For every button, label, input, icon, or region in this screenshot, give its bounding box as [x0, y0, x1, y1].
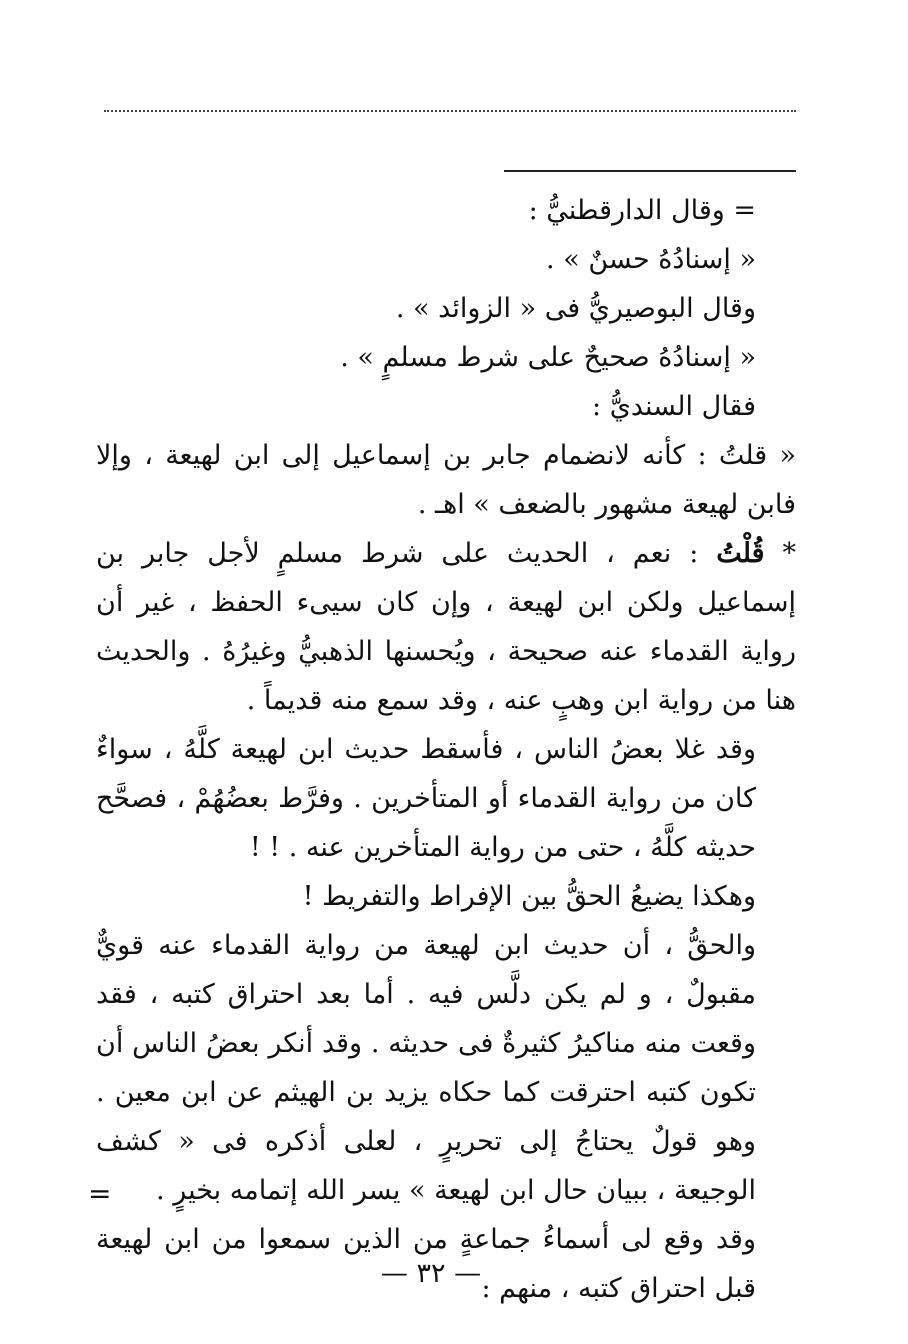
- qultu-paragraph: * قُلْتُ : نعم ، الحديث على شرط مسلمٍ لأجل جابر بن إسماعيل ولكن ابن لهيعة ، وإن كان سيىء الحفظ ، غير أن رواية القدماء عنه صحيحة ، ويُحسنها الذهبيُّ وغيرُهُ . والحديث هنا من رواية ابن وهبٍ عنه ، وقد سمع منه قديماً .: [96, 538, 796, 716]
- footnote-rule: [504, 170, 796, 172]
- footnote-line: وقال البوصيريُّ فى « الزوائد » .: [395, 293, 756, 324]
- footnote-line: « إسنادُهُ صحيحٌ على شرط مسلمٍ » .: [340, 342, 756, 373]
- dotted-separator: [104, 110, 796, 112]
- paragraph: وقد غلا بعضُ الناس ، فأسقط حديث ابن لهيعة كلَّهُ ، سواءٌ كان من رواية القدماء أو المتأخرين . وفرَّط بعضُهُمْ ، فصحَّح حديثه كلَّهُ ، حتى من رواية المتأخرين عنه . ! !: [96, 734, 756, 863]
- paragraph: وهكذا يضيعُ الحقُّ بين الإفراط والتفريط !: [302, 881, 756, 912]
- footnote-line: = وقال الدارقطنيُّ :: [528, 195, 756, 226]
- footnote-line: فقال السنديُّ :: [592, 391, 756, 422]
- page-text: [96, 186, 796, 1313]
- footnote-paragraph: « قلتُ : كأنه لانضمام جابر بن إسماعيل إلى ابن لهيعة ، وإلا فابن لهيعة مشهور بالضعف » اهـ .: [96, 440, 796, 520]
- continuation-mark: =: [88, 1177, 112, 1210]
- paragraph: والحقُّ ، أن حديث ابن لهيعة من رواية القدماء عنه قويٌّ مقبولٌ ، و لم يكن دلَّس فيه . أما بعد احتراق كتبه ، فقد وقعت منه مناكيرُ كثيرةٌ فى حديثه . وقد أنكر بعضُ الناس أن تكون كتبه احترقت كما حكاه يزيد بن الهيثم عن ابن معين . وهو قولٌ يحتاجُ إلى تحريرٍ ، لعلى أذكره فى « كشف الوجيعة ، ببيان حال ابن لهيعة » يسر الله إتمامه بخيرٍ .: [96, 930, 756, 1206]
- footnote-line: « إسنادُهُ حسنٌ » .: [546, 244, 756, 275]
- paragraph: وقد وقع لى أسماءُ جماعةٍ من الذين سمعوا من ابن لهيعة قبل احتراق كتبه ، منهم :: [96, 1224, 756, 1304]
- page-number: — ٣٢ —: [380, 1258, 482, 1289]
- qultu-label: قُلْتُ: [716, 538, 765, 569]
